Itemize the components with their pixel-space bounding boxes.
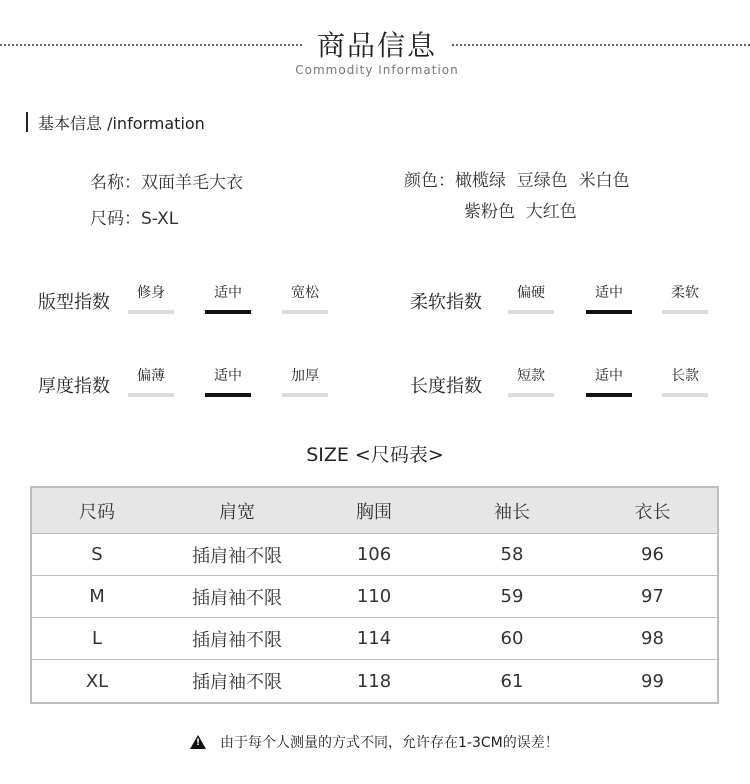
table-cell: S bbox=[91, 544, 103, 565]
table-cell: 98 bbox=[641, 628, 664, 649]
table-cell: 插肩袖不限 bbox=[192, 672, 282, 693]
basic-info-heading-text: 基本信息 /information bbox=[38, 113, 205, 133]
column-header: 袖长 bbox=[494, 501, 530, 523]
column-header: 尺码 bbox=[79, 501, 115, 523]
table-row bbox=[32, 660, 717, 702]
page-subtitle: Commodity Information bbox=[295, 63, 459, 77]
table-row bbox=[32, 576, 717, 618]
table-cell: 96 bbox=[641, 544, 664, 565]
index-label: 版型指数 bbox=[38, 292, 110, 313]
measurement-note bbox=[190, 732, 559, 752]
table-cell: 114 bbox=[356, 628, 392, 649]
warning-icon: ! bbox=[190, 735, 206, 749]
index-option bbox=[282, 367, 328, 397]
product-colors-2: 紫粉色 大红色 bbox=[464, 202, 577, 222]
index-option-bar-selected bbox=[586, 393, 632, 397]
index-option bbox=[205, 367, 251, 397]
divider-right bbox=[452, 44, 750, 46]
index-option-bar-selected bbox=[205, 310, 251, 314]
index-option-bar bbox=[282, 393, 328, 397]
heading-bar bbox=[26, 112, 28, 132]
index-label: 厚度指数 bbox=[38, 376, 110, 397]
index-option-bar bbox=[508, 310, 554, 314]
index-label: 长度指数 bbox=[410, 376, 482, 397]
table-cell: 110 bbox=[356, 586, 392, 607]
table-cell: 59 bbox=[500, 586, 524, 607]
index-option-bar bbox=[128, 393, 174, 397]
column-header: 胸围 bbox=[356, 501, 392, 523]
index-option bbox=[128, 367, 174, 397]
index-option bbox=[282, 284, 328, 314]
index-option-label: 偏薄 bbox=[137, 368, 165, 384]
index-option-bar bbox=[662, 393, 708, 397]
index-option-bar bbox=[662, 310, 708, 314]
product-name: 名称：双面羊毛大衣 bbox=[90, 173, 243, 193]
table-row bbox=[32, 618, 717, 660]
index-option-label: 加厚 bbox=[291, 368, 319, 384]
table-cell: 58 bbox=[500, 544, 524, 565]
table-cell: XL bbox=[85, 670, 109, 692]
basic-info-heading bbox=[26, 111, 205, 133]
index-option-label: 偏硬 bbox=[517, 285, 545, 301]
product-colors-1: 颜色：橄榄绿 豆绿色 米白色 bbox=[404, 171, 630, 191]
column-header: 衣长 bbox=[634, 501, 671, 523]
table-cell: 106 bbox=[356, 544, 392, 565]
index-option-label: 宽松 bbox=[291, 285, 319, 301]
index-option-bar bbox=[282, 310, 328, 314]
column-header: 肩宽 bbox=[219, 501, 255, 523]
index-option bbox=[586, 367, 632, 397]
table-header-row bbox=[32, 488, 717, 534]
table-cell: 插肩袖不限 bbox=[192, 629, 282, 651]
measurement-note-text: 由于每个人测量的方式不同，允许存在1-3CM的误差！ bbox=[220, 735, 559, 751]
index-option bbox=[508, 284, 554, 314]
table-cell: 插肩袖不限 bbox=[192, 587, 282, 609]
index-option-label: 长款 bbox=[671, 368, 699, 384]
index-option bbox=[508, 367, 554, 397]
index-option bbox=[662, 284, 708, 314]
table-row bbox=[32, 534, 717, 576]
index-option bbox=[205, 284, 251, 314]
product-size-range: 尺码：S-XL bbox=[90, 209, 179, 229]
index-option-label: 修身 bbox=[137, 285, 165, 301]
divider-left bbox=[0, 44, 302, 46]
table-cell: 插肩袖不限 bbox=[192, 545, 282, 567]
table-cell: 99 bbox=[641, 670, 664, 692]
table-cell: 118 bbox=[356, 670, 392, 692]
page-title: 商品信息 bbox=[316, 29, 437, 62]
index-option-bar bbox=[508, 393, 554, 397]
index-option-bar-selected bbox=[205, 393, 251, 397]
index-option-label: 适中 bbox=[214, 285, 242, 301]
index-option-label: 适中 bbox=[595, 285, 623, 301]
index-label: 柔软指数 bbox=[410, 292, 482, 313]
table-cell: 61 bbox=[500, 670, 524, 692]
table-cell: 60 bbox=[500, 628, 524, 649]
size-chart-title: SIZE <尺码表> bbox=[306, 444, 444, 466]
table-cell: L bbox=[91, 628, 103, 649]
index-option-label: 柔软 bbox=[671, 285, 699, 301]
index-option-bar bbox=[128, 310, 174, 314]
table-cell: 97 bbox=[641, 586, 664, 607]
index-option bbox=[586, 284, 632, 314]
index-option-bar-selected bbox=[586, 310, 632, 314]
index-option bbox=[128, 284, 174, 314]
size-table bbox=[30, 486, 719, 704]
table-cell: M bbox=[89, 586, 105, 607]
index-option-label: 适中 bbox=[595, 368, 623, 384]
index-option bbox=[662, 367, 708, 397]
page-header bbox=[0, 0, 750, 90]
index-option-label: 短款 bbox=[517, 368, 545, 384]
index-option-label: 适中 bbox=[214, 368, 242, 384]
